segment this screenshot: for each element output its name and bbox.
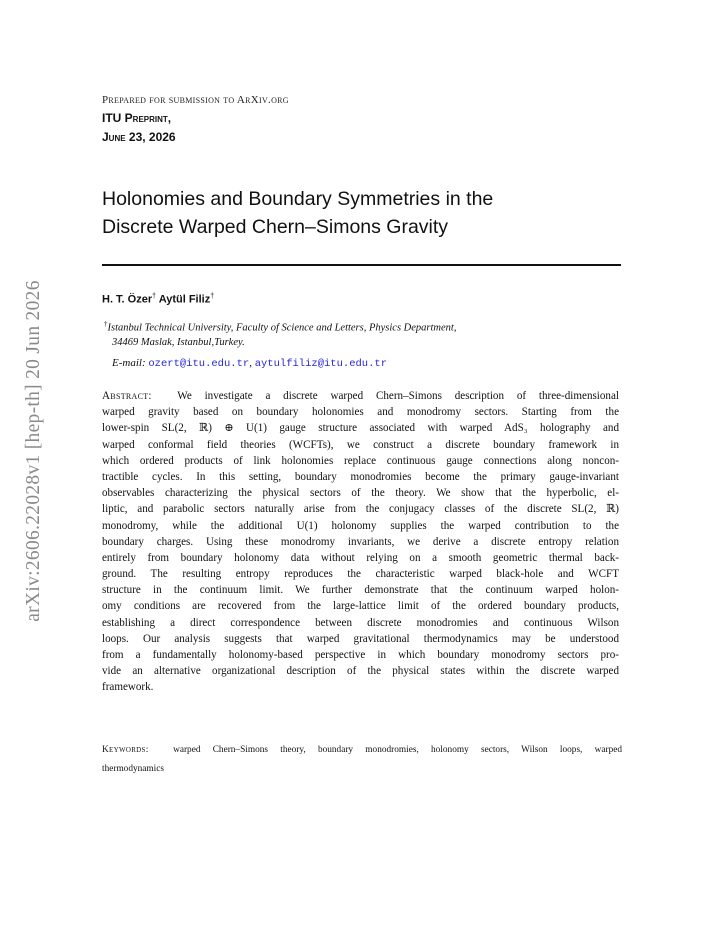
abstract-line: entirely from boundary holonomy data without relying on a smooth geometric thermal back-: [102, 551, 619, 564]
email-separator: ,: [249, 357, 252, 369]
email-label: E-mail:: [112, 357, 146, 369]
abstract-line: [102, 388, 619, 404]
abstract-line: loops. Our analysis suggests that warped gravitational thermodynamics may be understood: [102, 632, 619, 645]
abstract-line: tractible cycles. In this setting, boundary monodromies become the primary gauge-invariant: [102, 470, 619, 483]
abstract-line: from a fundamentally holonomy-based perspective in which boundary monodromy sectors pro-: [102, 649, 619, 661]
abstract-line: liptic, and parabolic sectors naturally arise from the conjugacy classes of the discrete SL(2, ℝ): [102, 503, 619, 516]
keywords-label: Keywords:: [102, 745, 149, 755]
abstract: [102, 388, 619, 696]
keywords-line: [102, 741, 622, 760]
email-link-1[interactable]: ozert@itu.edu.tr: [148, 358, 250, 370]
preprint-label: ITU Preprint,: [102, 111, 172, 125]
abstract-line: omy conditions are recovered from the large-lattice limit of the ordered boundary products,: [102, 600, 619, 613]
affiliation-mark: †: [152, 293, 157, 300]
abstract-line: warped conformal field theories (WCFTs), we construct a discrete boundary framework in: [102, 438, 619, 451]
abstract-label: Abstract:: [102, 390, 152, 402]
document-header: [102, 94, 289, 144]
affiliation-mark: †: [104, 320, 108, 328]
affiliation-line-1: Istanbul Technical University, Faculty of Science and Letters, Physics Department,: [107, 322, 457, 334]
affiliation-line-2: 34469 Maslak, Istanbul,Turkey.: [112, 336, 245, 348]
submission-note: Prepared for submission to ArXiv.org: [102, 94, 289, 106]
author-name: H. T. Özer: [102, 293, 153, 306]
title-divider: [102, 264, 621, 266]
keywords-line: thermodynamics: [102, 764, 164, 774]
author-list: [102, 293, 214, 306]
arxiv-identifier-stamp: arXiv:2606.22028v1 [hep-th] 20 Jun 2026: [23, 280, 44, 622]
abstract-line: ground. The resulting entropy reproduces the characteristic warped black-hole and WCFT: [102, 568, 619, 581]
abstract-line: establishing a direct correspondence between discrete monodromies and continuous Wilson: [102, 616, 619, 629]
abstract-line: framework.: [102, 681, 154, 694]
email-line: [112, 357, 387, 370]
title-line-2: Discrete Warped Chern–Simons Gravity: [102, 216, 449, 238]
abstract-line: which ordered products of link holonomies replace continuous gauge connections along noncon-: [102, 454, 619, 467]
abstract-line: structure in the continuum limit. We further demonstrate that the continuum warped holon-: [102, 584, 619, 597]
abstract-line: vide an alternative organizational description of the physical states within the discrete warped: [102, 665, 619, 678]
title-line-1: Holonomies and Boundary Symmetries in the: [102, 188, 494, 210]
abstract-line: warped gravity based on boundary holonomies and monodromy sectors. Starting from the: [102, 406, 619, 419]
affiliation: [104, 317, 624, 350]
paper-title: [102, 185, 622, 241]
abstract-line: lower-spin SL(2, ℝ) ⊕ U(1) gauge structure associated with warped AdS₃ holography and: [102, 422, 619, 435]
author-name: Aytül Filiz: [158, 293, 211, 306]
abstract-line: monodromy, while the additional U(1) holonomy supplies the warped contribution to the: [102, 519, 619, 532]
abstract-line: boundary charges. Using these monodromy invariants, we derive a discrete entropy relation: [102, 535, 619, 548]
affiliation-mark: †: [210, 293, 215, 300]
keywords-text: warped Chern–Simons theory, boundary monodromies, holonomy sectors, Wilson loops, warped: [173, 745, 622, 755]
abstract-line: observables characterizing the physical sectors of the theory. We show that the hyperbolic, el-: [102, 487, 619, 500]
preprint-date: June 23, 2026: [102, 130, 176, 144]
email-link-2[interactable]: aytulfiliz@itu.edu.tr: [254, 358, 388, 370]
keywords: [102, 741, 622, 779]
abstract-text: We investigate a discrete warped Chern–Simons description of three-dimensional: [177, 390, 619, 402]
